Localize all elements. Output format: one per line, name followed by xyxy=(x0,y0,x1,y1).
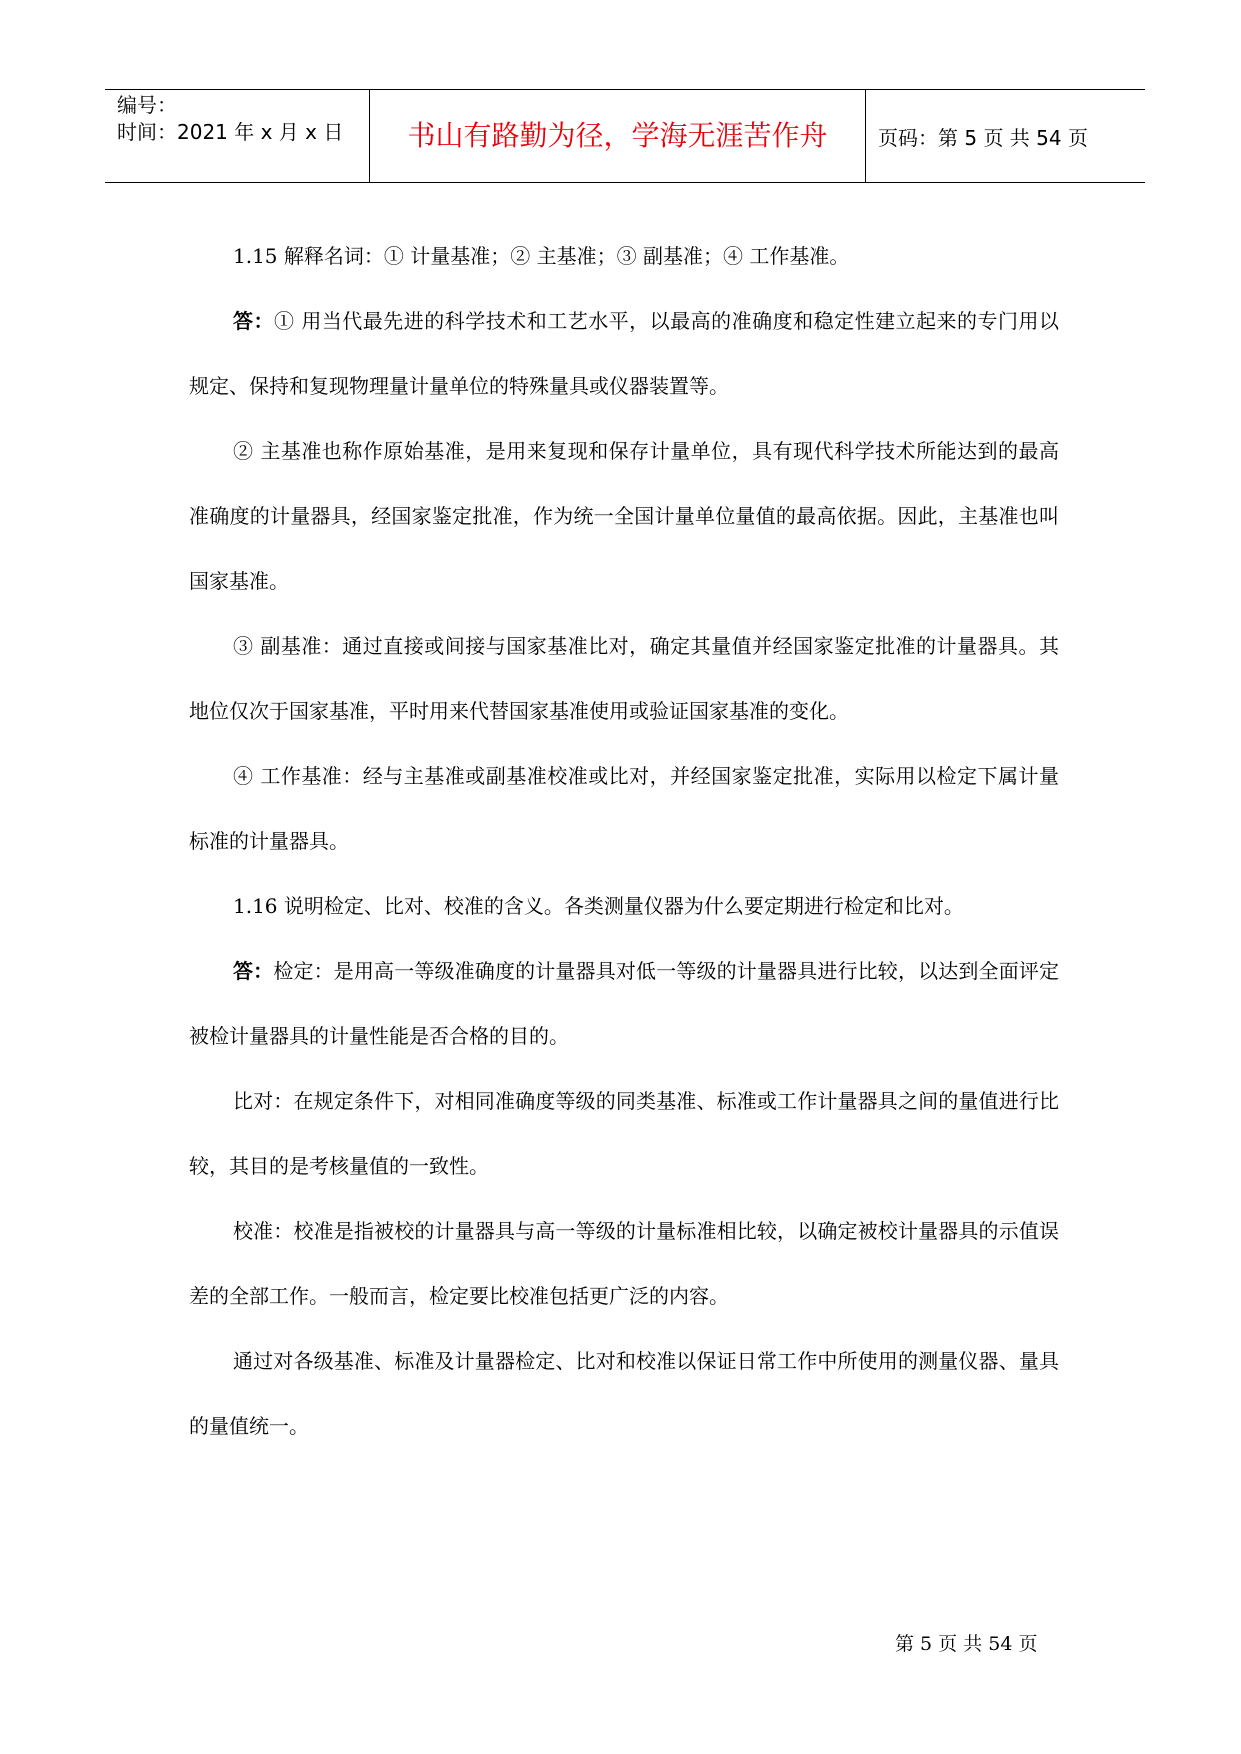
header-page-number: 页码：第 5 页 共 54 页 xyxy=(878,126,1088,150)
header-motto: 书山有路勤为径，学海无涯苦作舟 xyxy=(407,119,828,152)
answer-prefix: 答： xyxy=(233,959,274,983)
document-number-label: 编号： xyxy=(117,93,177,117)
answer-1-16-part-4: 通过对各级基准、标准及计量器检定、比对和校准以保证日常工作中所使用的测量仪器、量具的量值统一。 xyxy=(189,1349,1059,1438)
question-1-16: 1.16 说明检定、比对、校准的含义。各类测量仪器为什么要定期进行检定和比对。 xyxy=(233,894,964,918)
question-1-15: 1.15 解释名词：① 计量基准；② 主基准；③ 副基准；④ 工作基准。 xyxy=(233,244,850,268)
header-motto-cell xyxy=(370,90,866,182)
document-time-label: 时间：2021 年 x 月 x 日 xyxy=(117,120,344,144)
document-header xyxy=(105,89,1145,183)
answer-1-16-part-3: 校准：校准是指被校的计量器具与高一等级的计量标准相比较，以确定被校计量器具的示值误差的全部工作。一般而言，检定要比校准包括更广泛的内容。 xyxy=(189,1219,1059,1308)
page-footer: 第 5 页 共 54 页 xyxy=(895,1633,1038,1655)
answer-1-15-part-4: ④ 工作基准：经与主基准或副基准校准或比对，并经国家鉴定批准，实际用以检定下属计量标准的计量器具。 xyxy=(189,764,1059,853)
answer-prefix: 答： xyxy=(233,309,274,333)
header-meta-cell xyxy=(105,90,370,182)
answer-1-16-part-1 xyxy=(189,939,1059,1069)
answer-text: ① 用当代最先进的科学技术和工艺水平，以最高的准确度和稳定性建立起来的专门用以规定、保持和复现物理量计量单位的特殊量具或仪器装置等。 xyxy=(189,309,1059,398)
answer-text: 检定：是用高一等级准确度的计量器具对低一等级的计量器具进行比较，以达到全面评定被检计量器具的计量性能是否合格的目的。 xyxy=(189,959,1060,1048)
answer-1-15-part-1 xyxy=(189,289,1059,419)
answer-1-15-part-3: ③ 副基准：通过直接或间接与国家基准比对，确定其量值并经国家鉴定批准的计量器具。其地位仅次于国家基准，平时用来代替国家基准使用或验证国家基准的变化。 xyxy=(189,634,1059,723)
answer-1-15-part-2: ② 主基准也称作原始基准，是用来复现和保存计量单位，具有现代科学技术所能达到的最高准确度的计量器具，经国家鉴定批准，作为统一全国计量单位量值的最高依据。因此，主基准也叫国家基准。 xyxy=(189,439,1059,593)
header-page-cell xyxy=(866,90,1145,182)
answer-1-16-part-2: 比对：在规定条件下，对相同准确度等级的同类基准、标准或工作计量器具之间的量值进行比较，其目的是考核量值的一致性。 xyxy=(189,1089,1059,1178)
document-body xyxy=(189,224,1059,1459)
